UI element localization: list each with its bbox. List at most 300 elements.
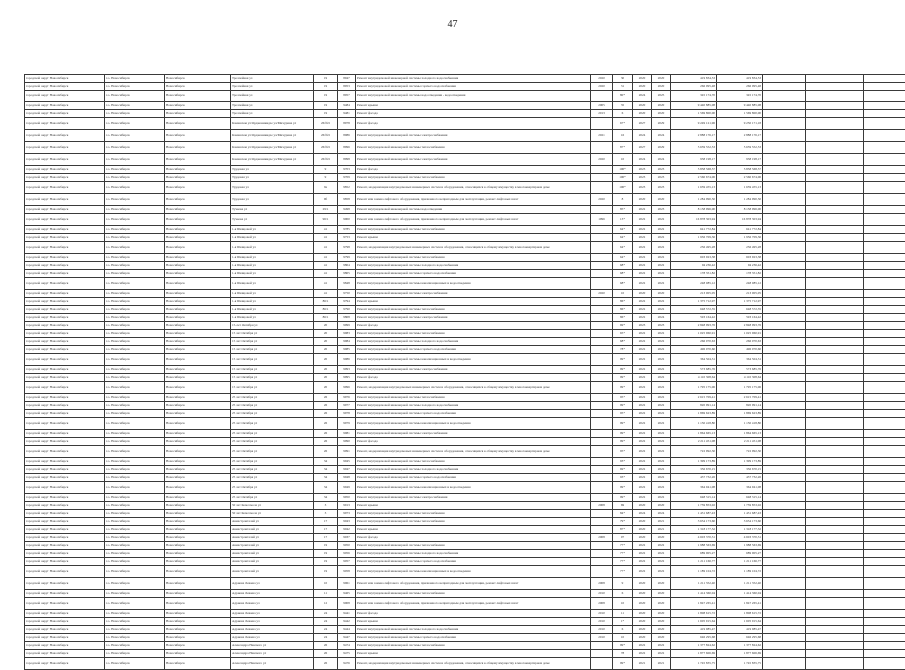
- cell-last-repair-year: [591, 402, 613, 410]
- cell-district: городской округ Новосибирск: [25, 346, 105, 354]
- table-row: [25, 314, 905, 322]
- cell-work-type: Ремонт внутридомовой инженерной системы теплоснабжения: [356, 590, 591, 598]
- cell-city: Новосибирск: [165, 306, 231, 314]
- cell-cost: 4 110 308,64: [671, 374, 717, 382]
- cell-last-repair-year: 1996: [591, 214, 613, 226]
- cell-work-type: Ремонт внутридомовой инженерной системы электроснабжения: [356, 130, 591, 142]
- cell-empty-2: [806, 518, 864, 526]
- cell-empty-2: [806, 446, 864, 458]
- cell-plan-start-year: 2020: [633, 634, 652, 642]
- cell-last-repair-year: 2020: [591, 83, 613, 91]
- cell-house: 26: [314, 430, 338, 438]
- cell-empty-3: [864, 278, 905, 290]
- cell-plan-start-year: 2020: [633, 75, 652, 83]
- cell-empty-1: [763, 382, 806, 394]
- cell-street: Адриена Лежена ул: [231, 626, 314, 634]
- cell-empty-2: [806, 650, 864, 658]
- cell-district: городской округ Новосибирск: [25, 410, 105, 418]
- cell-object-id: 9794: [338, 298, 356, 306]
- cell-last-repair-year: [591, 242, 613, 254]
- cell-house: 29/1: [314, 206, 338, 214]
- table-row: [25, 234, 905, 242]
- cell-house: 41: [314, 234, 338, 242]
- table-row: [25, 206, 905, 214]
- cell-house: 41: [314, 226, 338, 234]
- cell-cost-total: 593 164,42: [717, 314, 763, 322]
- cell-work-type: Ремонт внутридомовой инженерной системы холодного водоснабжения: [356, 338, 591, 346]
- cell-last-repair-year: [591, 278, 613, 290]
- table-row: [25, 83, 905, 91]
- cell-cost: 496 070,60: [671, 346, 717, 354]
- table-row: [25, 91, 905, 102]
- cell-empty-2: [806, 566, 864, 578]
- cell-wear: 99*: [613, 642, 633, 650]
- cell-city: Новосибирск: [165, 91, 231, 102]
- cell-wear: 35: [613, 102, 633, 110]
- cell-empty-1: [763, 330, 806, 338]
- cell-cost-total: 419 834,53: [717, 75, 763, 83]
- cell-settlement: г.о. Новосибирск: [105, 578, 165, 590]
- cell-settlement: г.о. Новосибирск: [105, 526, 165, 534]
- cell-street: 25 лет Октября ул: [231, 466, 314, 474]
- cell-empty-2: [806, 194, 864, 206]
- cell-district: городской округ Новосибирск: [25, 510, 105, 518]
- cell-cost: 1 759 853,02: [671, 502, 717, 510]
- cell-work-type: Ремонт фасада: [356, 118, 591, 130]
- cell-plan-start-year: 2022: [633, 474, 652, 482]
- cell-plan-end-year: 2022: [652, 366, 671, 374]
- cell-last-repair-year: 2005: [591, 102, 613, 110]
- cell-cost: 8 158 996,00: [671, 206, 717, 214]
- cell-district: городской округ Новосибирск: [25, 518, 105, 526]
- cell-settlement: г.о. Новосибирск: [105, 658, 165, 670]
- cell-settlement: г.о. Новосибирск: [105, 290, 165, 298]
- cell-cost: 1 869 623,89: [671, 410, 717, 418]
- cell-plan-start-year: 2022: [633, 382, 652, 394]
- cell-empty-3: [864, 650, 905, 658]
- cell-plan-start-year: 2020: [633, 526, 652, 534]
- table-row: [25, 226, 905, 234]
- cell-wear: 93*: [613, 474, 633, 482]
- cell-house: 20: [314, 374, 338, 382]
- cell-street: 25 лет Октября ул: [231, 430, 314, 438]
- cell-cost: 94 236,42: [671, 262, 717, 270]
- cell-work-type: Ремонт внутридомовой инженерной системы теплоснабжения: [356, 306, 591, 314]
- cell-house: 19: [314, 542, 338, 550]
- cell-last-repair-year: [591, 642, 613, 650]
- cell-empty-2: [806, 610, 864, 618]
- cell-work-type: Ремонт фасада: [356, 110, 591, 118]
- cell-empty-2: [806, 626, 864, 634]
- cell-empty-3: [864, 590, 905, 598]
- cell-work-type: Ремонт фасада: [356, 374, 591, 382]
- cell-city: Новосибирск: [165, 278, 231, 290]
- cell-plan-start-year: 2022: [633, 306, 652, 314]
- cell-last-repair-year: 2013: [591, 110, 613, 118]
- cell-empty-3: [864, 658, 905, 670]
- cell-empty-2: [806, 290, 864, 298]
- cell-empty-2: [806, 346, 864, 354]
- cell-last-repair-year: [591, 234, 613, 242]
- cell-plan-end-year: 2022: [652, 242, 671, 254]
- cell-plan-end-year: 2022: [652, 466, 671, 474]
- cell-empty-2: [806, 374, 864, 382]
- cell-plan-start-year: 2022: [633, 494, 652, 502]
- cell-plan-end-year: 2022: [652, 214, 671, 226]
- cell-city: Новосибирск: [165, 618, 231, 626]
- cell-empty-3: [864, 418, 905, 430]
- cell-plan-end-year: 2020: [652, 534, 671, 542]
- cell-object-id: 9995: [338, 374, 356, 382]
- cell-work-type: Ремонт внутридомовой инженерной системы электроснабжения: [356, 154, 591, 166]
- cell-empty-2: [806, 154, 864, 166]
- cell-work-type: Ремонт внутридомовой инженерной системы теплоснабжения: [356, 330, 591, 338]
- cell-wear: 78: [613, 650, 633, 658]
- cell-work-type: Ремонт внутридомовой инженерной системы канализационных и водоотведения: [356, 482, 591, 494]
- table-row: [25, 466, 905, 474]
- table-row: [25, 374, 905, 382]
- cell-district: городской округ Новосибирск: [25, 366, 105, 374]
- cell-plan-end-year: 2022: [652, 566, 671, 578]
- cell-last-repair-year: [591, 262, 613, 270]
- cell-cost: 213 005,05: [671, 290, 717, 298]
- cell-district: городской округ Новосибирск: [25, 214, 105, 226]
- table-row: [25, 430, 905, 438]
- cell-city: Новосибирск: [165, 534, 231, 542]
- cell-cost: 1 605 915,64: [671, 618, 717, 626]
- cell-last-repair-year: [591, 142, 613, 154]
- cell-empty-1: [763, 338, 806, 346]
- cell-cost: 1 211 166,77: [671, 558, 717, 566]
- cell-cost-total: 437 732,26: [717, 474, 763, 482]
- cell-district: городской округ Новосибирск: [25, 430, 105, 438]
- cell-plan-end-year: 2020: [652, 610, 671, 618]
- cell-empty-2: [806, 466, 864, 474]
- cell-cost: 2 560 674,06: [671, 174, 717, 182]
- cell-street: Каменская ул/Орджоникидзе ул/Мичурина ул: [231, 142, 314, 154]
- table-row: [25, 366, 905, 374]
- cell-city: Новосибирск: [165, 482, 231, 494]
- cell-empty-3: [864, 262, 905, 270]
- table-row: [25, 550, 905, 558]
- cell-cost-total: 646 295,68: [717, 634, 763, 642]
- cell-district: городской округ Новосибирск: [25, 174, 105, 182]
- cell-object-id: 9444: [338, 626, 356, 634]
- cell-empty-2: [806, 130, 864, 142]
- cell-plan-start-year: 2022: [633, 242, 652, 254]
- cell-wear: 100*: [613, 174, 633, 182]
- cell-empty-1: [763, 234, 806, 242]
- cell-work-type: Ремонт внутридомовой инженерной системы горячего водоснабжения: [356, 83, 591, 91]
- cell-cost-total: 1 808 615,72: [717, 610, 763, 618]
- table-row: [25, 482, 905, 494]
- cell-plan-end-year: 2020: [652, 290, 671, 298]
- cell-street: Тучкова ул: [231, 206, 314, 214]
- cell-empty-1: [763, 598, 806, 610]
- cell-house: 26/№5: [314, 118, 338, 130]
- cell-cost: 2 211 451,08: [671, 438, 717, 446]
- cell-street: Авиастроителей ул: [231, 550, 314, 558]
- cell-empty-1: [763, 374, 806, 382]
- cell-house: 26: [314, 658, 338, 670]
- cell-work-type: Ремонт, модернизация внутридомовых инженерных систем и оборудования, относящихся к общему имуществу в многоквартирном доме: [356, 242, 591, 254]
- cell-last-repair-year: 2008: [591, 578, 613, 590]
- cell-last-repair-year: [591, 166, 613, 174]
- cell-plan-end-year: 2020: [652, 626, 671, 634]
- cell-object-id: 9983: [338, 330, 356, 338]
- cell-plan-start-year: 2020: [633, 626, 652, 634]
- cell-district: городской округ Новосибирск: [25, 474, 105, 482]
- cell-object-id: 9991: [338, 446, 356, 458]
- cell-street: 1-я Шевцовой ул: [231, 262, 314, 270]
- cell-city: Новосибирск: [165, 330, 231, 338]
- cell-city: Новосибирск: [165, 634, 231, 642]
- cell-wear: 64*: [613, 226, 633, 234]
- cell-district: городской округ Новосибирск: [25, 526, 105, 534]
- cell-street: Александра Невского ул: [231, 650, 314, 658]
- cell-plan-end-year: 2024: [652, 154, 671, 166]
- cell-plan-end-year: 2022: [652, 330, 671, 338]
- cell-district: городской округ Новосибирск: [25, 314, 105, 322]
- table-row: [25, 354, 905, 366]
- cell-settlement: г.о. Новосибирск: [105, 618, 165, 626]
- cell-city: Новосибирск: [165, 262, 231, 270]
- cell-city: Новосибирск: [165, 458, 231, 466]
- cell-cost-total: 364 941,08: [717, 482, 763, 494]
- cell-settlement: г.о. Новосибирск: [105, 262, 165, 270]
- cell-empty-2: [806, 598, 864, 610]
- table-row: [25, 510, 905, 518]
- cell-plan-start-year: 2020: [633, 102, 652, 110]
- cell-city: Новосибирск: [165, 270, 231, 278]
- cell-object-id: 9058: [338, 566, 356, 578]
- cell-city: Новосибирск: [165, 558, 231, 566]
- cell-wear: 99*: [613, 482, 633, 494]
- cell-cost-total: 1 847 265,41: [717, 598, 763, 610]
- cell-object-id: 9977: [338, 402, 356, 410]
- cell-last-repair-year: [591, 474, 613, 482]
- cell-empty-3: [864, 502, 905, 510]
- cell-city: Новосибирск: [165, 446, 231, 458]
- cell-cost-total: 1 569 800,00: [717, 110, 763, 118]
- cell-cost-total: 1 988 563,69: [717, 542, 763, 550]
- table-row: [25, 446, 905, 458]
- cell-plan-start-year: 2022: [633, 206, 652, 214]
- cell-object-id: 9475: [338, 650, 356, 658]
- cell-wear: 99*: [613, 430, 633, 438]
- cell-cost-total: 1 377 824,62: [717, 642, 763, 650]
- cell-settlement: г.о. Новосибирск: [105, 354, 165, 366]
- cell-work-type: Ремонт внутридомовой инженерной системы канализационных и водоотведения: [356, 278, 591, 290]
- table-row: [25, 118, 905, 130]
- cell-last-repair-year: [591, 438, 613, 446]
- cell-object-id: 9947: [338, 466, 356, 474]
- cell-house: 26/№5: [314, 142, 338, 154]
- cell-object-id: 9750: [338, 290, 356, 298]
- cell-house: 19: [314, 558, 338, 566]
- cell-empty-2: [806, 394, 864, 402]
- cell-settlement: г.о. Новосибирск: [105, 494, 165, 502]
- cell-house: 34: [314, 494, 338, 502]
- cell-plan-start-year: 2020: [633, 590, 652, 598]
- cell-wear: 64*: [613, 234, 633, 242]
- cell-street: Авиастроителей ул: [231, 518, 314, 526]
- cell-empty-1: [763, 626, 806, 634]
- cell-cost-total: 1 864 665,13: [717, 430, 763, 438]
- cell-settlement: г.о. Новосибирск: [105, 566, 165, 578]
- cell-cost-total: 573 685,76: [717, 366, 763, 374]
- cell-empty-3: [864, 75, 905, 83]
- table-row: [25, 566, 905, 578]
- cell-object-id: 9474: [338, 642, 356, 650]
- cell-plan-start-year: 2022: [633, 418, 652, 430]
- cell-plan-end-year: 2022: [652, 458, 671, 466]
- cell-cost-total: 603 923,38: [717, 254, 763, 262]
- cell-settlement: г.о. Новосибирск: [105, 482, 165, 494]
- table-row: [25, 578, 905, 590]
- cell-city: Новосибирск: [165, 590, 231, 598]
- cell-city: Новосибирск: [165, 642, 231, 650]
- cell-plan-end-year: 2020: [652, 502, 671, 510]
- cell-work-type: Ремонт, модернизация внутридомовых инженерных систем и оборудования, относящихся к общему имуществу в многоквартирном доме: [356, 658, 591, 670]
- cell-street: 1-я Шевцовой ул: [231, 290, 314, 298]
- table-row: [25, 438, 905, 446]
- cell-object-id: 9498: [338, 206, 356, 214]
- cell-object-id: 9858: [338, 194, 356, 206]
- cell-city: Новосибирск: [165, 226, 231, 234]
- cell-empty-1: [763, 270, 806, 278]
- cell-plan-end-year: 2022: [652, 410, 671, 418]
- cell-house: 20: [314, 382, 338, 394]
- cell-street: Адриена Лежена ул: [231, 590, 314, 598]
- cell-cost-total: 1 956 709,36: [717, 234, 763, 242]
- cell-house: 3: [314, 510, 338, 518]
- cell-empty-3: [864, 618, 905, 626]
- cell-plan-start-year: 2022: [633, 550, 652, 558]
- cell-settlement: г.о. Новосибирск: [105, 634, 165, 642]
- cell-plan-start-year: 2022: [633, 458, 652, 466]
- cell-work-type: Ремонт внутридомовой инженерной системы водоотведения: [356, 206, 591, 214]
- cell-cost: 1 189 104,72: [671, 566, 717, 578]
- cell-empty-1: [763, 262, 806, 270]
- cell-work-type: Ремонт внутридомовой инженерной системы теплоснабжения: [356, 226, 591, 234]
- table-row: [25, 418, 905, 430]
- cell-object-id: 9999: [338, 322, 356, 330]
- cell-city: Новосибирск: [165, 598, 231, 610]
- cell-plan-start-year: 2022: [633, 566, 652, 578]
- cell-city: Новосибирск: [165, 542, 231, 550]
- cell-plan-end-year: 2022: [652, 558, 671, 566]
- cell-house: 19: [314, 75, 338, 83]
- cell-work-type: Ремонт крыши: [356, 102, 591, 110]
- cell-district: городской округ Новосибирск: [25, 566, 105, 578]
- cell-plan-end-year: 2022: [652, 430, 671, 438]
- cell-street: 1-я Шевцовой ул: [231, 234, 314, 242]
- cell-house: 41: [314, 290, 338, 298]
- cell-object-id: 9442: [338, 618, 356, 626]
- cell-settlement: г.о. Новосибирск: [105, 278, 165, 290]
- cell-plan-end-year: 2020: [652, 590, 671, 598]
- cell-empty-1: [763, 194, 806, 206]
- cell-plan-start-year: 2022: [633, 482, 652, 494]
- cell-empty-3: [864, 330, 905, 338]
- cell-city: Новосибирск: [165, 234, 231, 242]
- cell-empty-3: [864, 394, 905, 402]
- cell-cost-total: 689 905,27: [717, 550, 763, 558]
- cell-empty-2: [806, 270, 864, 278]
- cell-object-id: 9848: [338, 278, 356, 290]
- cell-wear: 6: [613, 110, 633, 118]
- cell-cost: 1 745 835,75: [671, 658, 717, 670]
- cell-city: Новосибирск: [165, 418, 231, 430]
- cell-cost-total: 1 375 712,97: [717, 298, 763, 306]
- cell-empty-2: [806, 534, 864, 542]
- cell-empty-1: [763, 306, 806, 314]
- cell-empty-3: [864, 438, 905, 446]
- cell-district: городской округ Новосибирск: [25, 338, 105, 346]
- cell-last-repair-year: 2020: [591, 154, 613, 166]
- cell-settlement: г.о. Новосибирск: [105, 206, 165, 214]
- cell-work-type: Ремонт внутридомовой инженерной системы холодного водоснабжения: [356, 402, 591, 410]
- cell-settlement: г.о. Новосибирск: [105, 306, 165, 314]
- cell-object-id: 9993: [338, 366, 356, 374]
- cell-empty-2: [806, 242, 864, 254]
- cell-wear: 31: [613, 83, 633, 91]
- cell-cost: 248 085,12: [671, 278, 717, 290]
- cell-empty-3: [864, 446, 905, 458]
- cell-district: городской округ Новосибирск: [25, 610, 105, 618]
- cell-empty-1: [763, 430, 806, 438]
- cell-cost: 1 847 265,41: [671, 598, 717, 610]
- cell-city: Новосибирск: [165, 494, 231, 502]
- cell-object-id: 8986: [338, 130, 356, 142]
- cell-work-type: Ремонт внутридомовой инженерной системы электроснабжения: [356, 494, 591, 502]
- table-row: [25, 634, 905, 642]
- cell-object-id: 9805: [338, 270, 356, 278]
- cell-work-type: Ремонт внутридомовой инженерной системы холодного водоснабжения: [356, 550, 591, 558]
- cell-work-type: Ремонт внутридомовой инженерной системы теплоснабжения: [356, 142, 591, 154]
- cell-empty-2: [806, 206, 864, 214]
- cell-last-repair-year: 2008: [591, 534, 613, 542]
- cell-plan-start-year: 2020: [633, 502, 652, 510]
- cell-plan-end-year: 2023: [652, 166, 671, 174]
- cell-empty-3: [864, 610, 905, 618]
- cell-cost: 256 495,28: [671, 242, 717, 254]
- cell-district: городской округ Новосибирск: [25, 394, 105, 402]
- cell-wear: 6: [613, 590, 633, 598]
- cell-empty-1: [763, 346, 806, 354]
- cell-cost-total: 1 284 990,50: [717, 194, 763, 206]
- cell-city: Новосибирск: [165, 130, 231, 142]
- table-row: [25, 102, 905, 110]
- cell-empty-1: [763, 650, 806, 658]
- cell-city: Новосибирск: [165, 410, 231, 418]
- cell-wear: 9: [613, 578, 633, 590]
- cell-cost: 356 670,15: [671, 466, 717, 474]
- cell-work-type: Ремонт внутридомовой инженерной системы канализационных и водоотведения: [356, 418, 591, 430]
- cell-last-repair-year: [591, 206, 613, 214]
- cell-work-type: Ремонт внутридомовой инженерной системы горячего водоснабжения: [356, 410, 591, 418]
- cell-street: Авиастроителей ул: [231, 566, 314, 578]
- cell-empty-1: [763, 558, 806, 566]
- cell-cost-total: 1 745 835,75: [717, 658, 763, 670]
- table-row: [25, 298, 905, 306]
- cell-wear: 100*: [613, 182, 633, 194]
- table-row: [25, 410, 905, 418]
- table-row: [25, 494, 905, 502]
- cell-empty-1: [763, 322, 806, 330]
- cell-last-repair-year: [591, 330, 613, 338]
